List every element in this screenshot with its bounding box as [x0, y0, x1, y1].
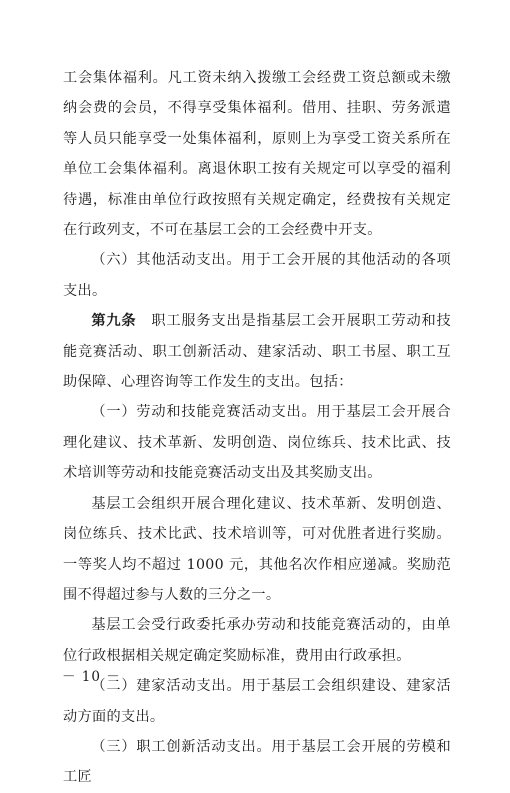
paragraph-article-9: [63, 306, 451, 397]
paragraph-text: 基层工会受行政委托承办劳动和技能竞赛活动的，由单位行政根据相关规定确定奖励标准，费用由行政承担。: [63, 617, 451, 664]
paragraph-competition-rewards: [63, 489, 451, 611]
document-body: [63, 63, 451, 793]
paragraph-other-activity-expense: [63, 245, 451, 306]
paragraph-text: 工会集体福利。凡工资未纳入拨缴工会经费工资总额或未缴纳会费的会员，不得享受集体福利。借用、挂职、劳务派遣等人员只能享受一处集体福利，原则上为享受工资关系所在单位工会集体福利。离退休职工按有关规定可以享受的福利待遇，标准由单位行政按照有关规定确定，经费按有关规定在行政列支，不可在基层工会的工会经费中开支。: [63, 70, 451, 239]
page-number: － 10 －: [62, 669, 121, 685]
paragraph-text: （一）劳动和技能竞赛活动支出。用于基层工会开展合理化建议、技术革新、发明创造、岗位练兵、技术比武、技术培训等劳动和技能竞赛活动支出及其奖励支出。: [63, 404, 451, 482]
article-label: 第九条: [91, 313, 137, 330]
paragraph-text: 基层工会组织开展合理化建议、技术革新、发明创造、岗位练兵、技术比武、技术培训等，可对优胜者进行奖励。一等奖人均不超过 1000 元，其他名次作相应递减。奖励范围不得超过参与人数的三分之一。: [63, 495, 451, 603]
paragraph-innovation-expense: [63, 732, 451, 793]
paragraph-text: （三）职工创新活动支出。用于基层工会开展的劳模和工匠: [63, 738, 451, 786]
paragraph-entrusted-competition: [63, 610, 451, 671]
paragraph-text: 职工服务支出是指基层工会开展职工劳动和技能竞赛活动、职工创新活动、建家活动、职工书屋、职工互助保障、心理咨询等工作发生的支出。包括：: [63, 313, 451, 391]
paragraph-competition-expense: [63, 397, 451, 488]
paragraph-text: （二）建家活动支出。用于基层工会组织建设、建家活动方面的支出。: [63, 678, 451, 725]
paragraph-welfare-rules: [63, 63, 451, 245]
paragraph-home-building-expense: [63, 671, 451, 732]
paragraph-text: （六）其他活动支出。用于工会开展的其他活动的各项支出。: [63, 252, 451, 299]
